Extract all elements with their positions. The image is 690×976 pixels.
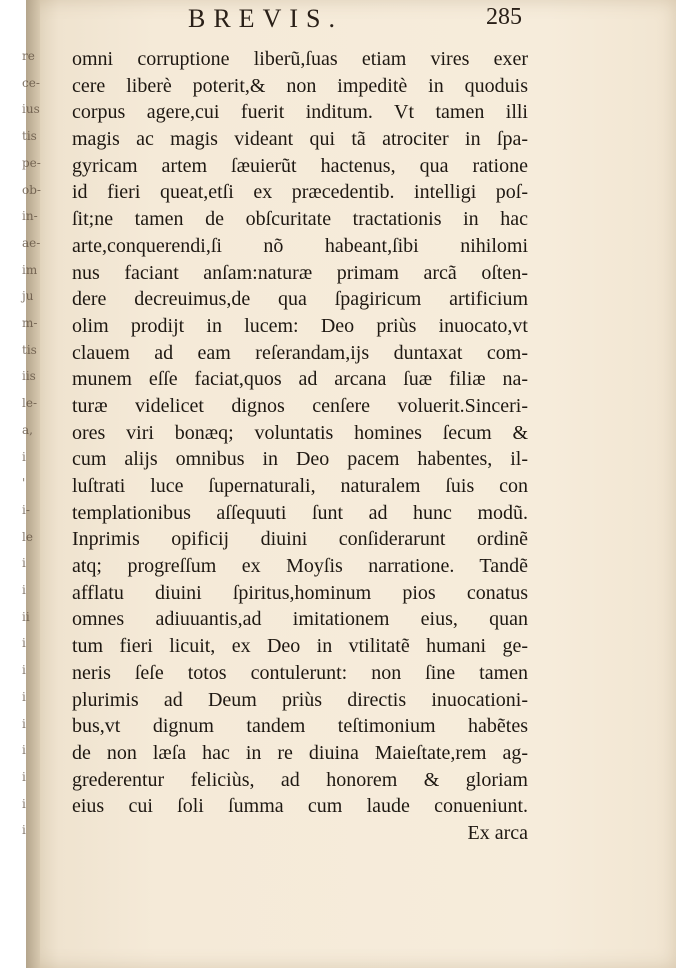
text-line: eius cui ſoli ſumma cum laude conueniunt. [72, 795, 528, 818]
margin-fragment: i [22, 556, 26, 571]
text-line: cere liberè poterit,& non impeditè in quoduis [72, 74, 528, 97]
running-head: BREVIS. [188, 4, 343, 33]
text-line: plurimis ad Deum priùs directis inuocationi- [72, 688, 528, 711]
margin-fragment: i [22, 823, 26, 838]
text-line: Inprimis opificij diuini conſiderarunt ordinẽ [72, 528, 528, 551]
margin-fragment: tis [22, 129, 37, 144]
text-line: cum alijs omnibus in Deo pacem habentes, il- [72, 448, 528, 471]
margin-fragment: ce- [22, 75, 40, 90]
margin-fragment: i [22, 449, 26, 464]
text-line: de non læſa hac in re diuina Maieſtate,rem ag- [72, 741, 528, 764]
margin-fragment: ob- [22, 182, 41, 197]
margin-fragment: i [22, 583, 26, 597]
text-line: nus faciant anſam:naturæ primam arcã oſten- [72, 261, 528, 284]
text-line: templationibus aſſequuti ſunt ad hunc modũ. [72, 501, 528, 524]
margin-fragment: i [22, 636, 26, 651]
body-text [72, 46, 528, 847]
text-line: luſtrati luce ſupernaturali, naturalem ſuis con [72, 475, 528, 497]
text-line: omni corruptione liberũ,ſuas etiam vires exer [72, 48, 528, 70]
margin-fragment: in- [22, 209, 38, 224]
margin-fragment: ju [22, 289, 34, 304]
text-line: tum fieri licuit, ex Deo in vtilitatẽ humani ge- [72, 635, 528, 658]
text-line: gyricam artem ſæuierũt hactenus, qua ratione [72, 154, 528, 177]
margin-fragment: a, [22, 422, 33, 437]
margin-fragment: i [22, 743, 26, 758]
margin-fragment: ' [22, 476, 26, 491]
margin-fragment: i [22, 689, 26, 704]
text-line: atq; progreſſum ex Moyſis narratione. Tandẽ [72, 555, 528, 578]
text-line: arte,conquerendi,ſi nõ habeant,ſibi nihilomi [72, 234, 528, 257]
margin-fragment: i- [22, 502, 30, 517]
text-line: neris ſeſe totos contulerunt: non ſine tamen [72, 661, 528, 684]
page-number: 285 [486, 4, 522, 30]
margin-fragment: i [22, 769, 26, 784]
margin-fragment: m- [22, 316, 38, 330]
text-line: ſit;ne tamen de obſcuritate tractationis in hac [72, 208, 528, 231]
text-line: olim prodijt in lucem: Deo priùs inuocato,vt [72, 314, 528, 337]
text-line: dere decreuimus,de qua ſpagiricum artificium [72, 288, 528, 311]
text-line: omnes adiuuantis,ad imitationem eius, quan [72, 608, 528, 631]
text-line: ores viri bonæq; voluntatis homines ſecum & [72, 421, 528, 444]
margin-fragment: re [22, 49, 35, 63]
margin-fragment: ae- [22, 235, 41, 250]
margin-fragment: le- [22, 396, 37, 411]
margin-fragment: ius [22, 102, 40, 117]
margin-fragment: ii [22, 609, 30, 624]
text-line: afflatu diuini ſpiritus,hominum pios conatus [72, 581, 528, 604]
margin-fragment: le [22, 529, 33, 544]
margin-fragment: i [22, 663, 26, 678]
margin-fragment: im [22, 262, 38, 277]
text-line: turæ videlicet dignos cenſere voluerit.Sinceri- [72, 394, 528, 417]
margin-fragment: i [22, 796, 26, 811]
text-line: munem eſſe faciat,quos ad arcana ſuæ filiæ na- [72, 368, 528, 391]
text-line: clauem ad eam reſerandam,ijs duntaxat com- [72, 341, 528, 364]
text-line: corpus agere,cui fuerit inditum. Vt tamen illi [72, 101, 528, 124]
margin-fragment: pe- [22, 155, 41, 170]
margin-fragment: i [22, 716, 26, 731]
text-line: magis ac magis videant qui tã atrociter in ſpa- [72, 128, 528, 151]
text-line: bus,vt dignum tandem teſtimonium habẽtes [72, 715, 528, 738]
text-line: grederentur feliciùs, ad honorem & gloriam [72, 768, 528, 791]
margin-fragment: iis [22, 369, 36, 384]
page-gutter-shadow [26, 0, 40, 968]
catchword: Ex arca [467, 821, 528, 844]
margin-fragment: tis [22, 342, 37, 357]
text-line: id fieri queat,etſi ex præcedentib. intelligi poſ- [72, 181, 528, 204]
